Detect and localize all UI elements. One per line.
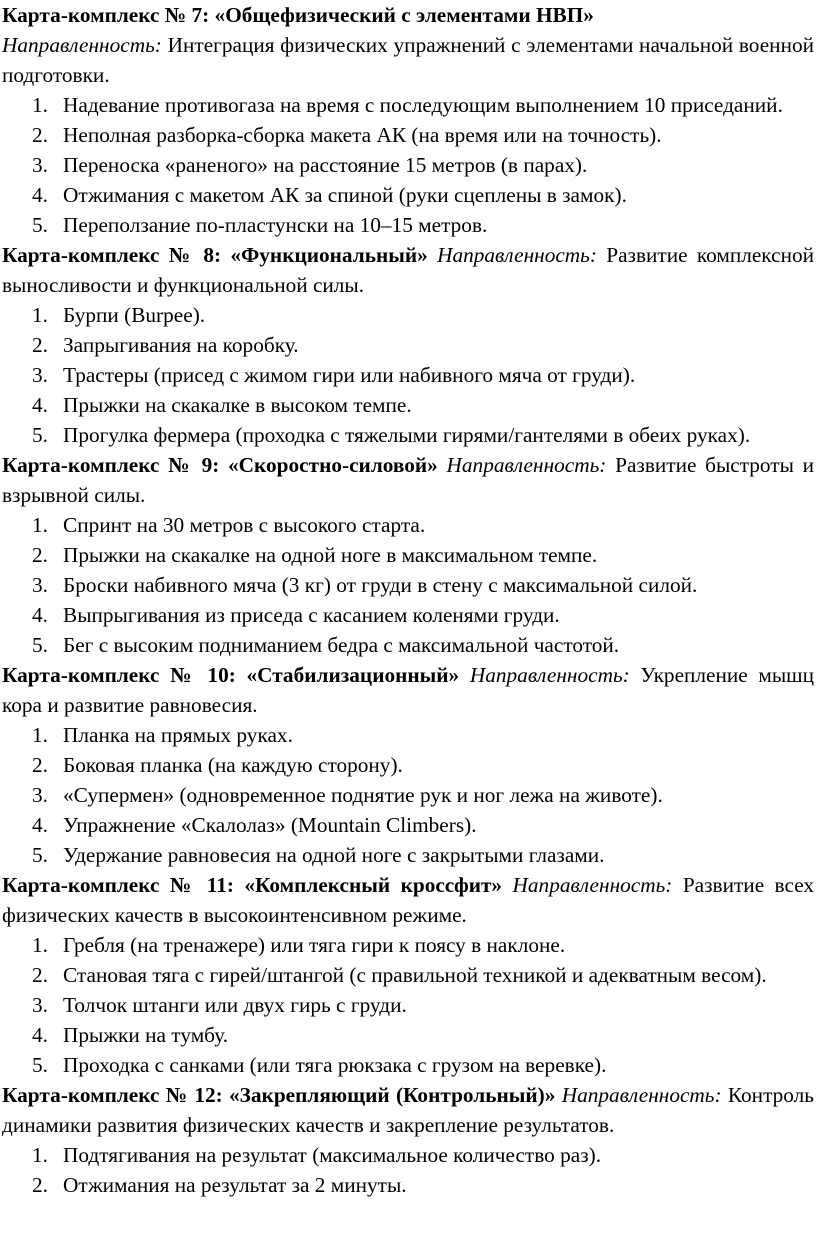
list-item xyxy=(2,180,814,210)
item-text: Прыжки на скакалке на одной ноге в максимальном темпе. xyxy=(63,543,598,567)
list-item xyxy=(2,720,814,750)
direction-label: Направленность: xyxy=(469,663,630,687)
complex-heading xyxy=(2,240,814,300)
list-item xyxy=(2,990,814,1020)
complex-heading xyxy=(2,870,814,930)
list-item xyxy=(2,150,814,180)
item-text: Становая тяга с гирей/штангой (с правильной техникой и адекватным весом). xyxy=(63,963,767,987)
list-item xyxy=(2,210,814,240)
list-item xyxy=(2,780,814,810)
list-item xyxy=(2,630,814,660)
complex-title: Карта-комплекс № 9: «Скоростно-силовой» xyxy=(2,453,438,477)
direction-label: Направленность: xyxy=(561,1083,722,1107)
list-item xyxy=(2,390,814,420)
item-text: Толчок штанги или двух гирь с груди. xyxy=(63,993,407,1017)
exercise-list xyxy=(2,720,814,870)
item-text: Надевание противогаза на время с последующим выполнением 10 приседаний. xyxy=(63,93,783,117)
complex-heading xyxy=(2,450,814,510)
item-number: 2. xyxy=(32,963,48,987)
complex-title: Карта-комплекс № 12: «Закрепляющий (Контрольный)» xyxy=(2,1083,556,1107)
list-item xyxy=(2,1050,814,1080)
item-text: Неполная разборка-сборка макета АК (на время или на точность). xyxy=(63,123,662,147)
item-number: 3. xyxy=(32,573,48,597)
complex-card-9 xyxy=(2,450,814,660)
item-text: Спринт на 30 метров с высокого старта. xyxy=(63,513,426,537)
item-text: Выпрыгивания из приседа с касанием коленями груди. xyxy=(63,603,560,627)
list-item xyxy=(2,600,814,630)
list-item xyxy=(2,1140,814,1170)
item-text: Запрыгивания на коробку. xyxy=(63,333,299,357)
complex-card-7 xyxy=(2,0,814,240)
item-text: Планка на прямых руках. xyxy=(63,723,293,747)
item-number: 5. xyxy=(32,843,48,867)
item-number: 1. xyxy=(32,723,48,747)
list-item xyxy=(2,510,814,540)
item-number: 4. xyxy=(32,1023,48,1047)
list-item xyxy=(2,840,814,870)
item-text: «Супермен» (одновременное поднятие рук и ног лежа на животе). xyxy=(63,783,663,807)
direction-label: Направленность: xyxy=(437,243,597,267)
item-text: Боковая планка (на каждую сторону). xyxy=(63,753,403,777)
item-number: 1. xyxy=(32,303,48,327)
list-item xyxy=(2,570,814,600)
item-text: Проходка с санками (или тяга рюкзака с грузом на веревке). xyxy=(63,1053,607,1077)
item-number: 3. xyxy=(32,153,48,177)
list-item xyxy=(2,750,814,780)
exercise-list xyxy=(2,930,814,1080)
item-text: Упражнение «Скалолаз» (Mountain Climbers). xyxy=(63,813,477,837)
direction-text: Развитие быстроты и взрывной силы. xyxy=(2,453,815,507)
list-item xyxy=(2,810,814,840)
item-text: Броски набивного мяча (3 кг) от груди в стену с максимальной силой. xyxy=(63,573,698,597)
item-text: Переноска «раненого» на расстояние 15 метров (в парах). xyxy=(63,153,588,177)
list-item xyxy=(2,90,814,120)
item-number: 2. xyxy=(32,123,48,147)
item-number: 1. xyxy=(32,933,48,957)
complex-title: Карта-комплекс № 8: «Функциональный» xyxy=(2,243,428,267)
direction-text: Контроль динамики развития физических качеств и закрепление результатов. xyxy=(2,1083,815,1137)
item-text: Гребля (на тренажере) или тяга гири к поясу в наклоне. xyxy=(63,933,566,957)
item-text: Бег с высоким подниманием бедра с максимальной частотой. xyxy=(63,633,620,657)
complex-heading xyxy=(2,660,814,720)
list-item xyxy=(2,300,814,330)
item-number: 2. xyxy=(32,1173,48,1197)
item-number: 3. xyxy=(32,363,48,387)
list-item xyxy=(2,120,814,150)
item-text: Удержание равновесия на одной ноге с закрытыми глазами. xyxy=(63,843,605,867)
item-text: Прогулка фермера (проходка с тяжелыми гирями/гантелями в обеих руках). xyxy=(63,423,751,447)
list-item xyxy=(2,1020,814,1050)
complex-card-11 xyxy=(2,870,814,1080)
direction-label: Направленность: xyxy=(512,873,673,897)
item-number: 1. xyxy=(32,513,48,537)
direction-text: Развитие всех физических качеств в высокоинтенсивном режиме. xyxy=(2,873,815,927)
complex-heading xyxy=(2,0,814,90)
direction-label: Направленность: xyxy=(446,453,607,477)
item-number: 4. xyxy=(32,393,48,417)
direction-text: Интеграция физических упражнений с элементами начальной военной подготовки. xyxy=(2,33,815,87)
item-text: Прыжки на скакалке в высоком темпе. xyxy=(63,393,412,417)
item-text: Отжимания с макетом АК за спиной (руки сцеплены в замок). xyxy=(63,183,627,207)
list-item xyxy=(2,360,814,390)
item-text: Прыжки на тумбу. xyxy=(63,1023,229,1047)
direction-label: Направленность: xyxy=(2,33,162,57)
item-text: Подтягивания на результат (максимальное количество раз). xyxy=(63,1143,602,1167)
item-number: 5. xyxy=(32,633,48,657)
item-number: 2. xyxy=(32,543,48,567)
list-item xyxy=(2,540,814,570)
item-number: 4. xyxy=(32,183,48,207)
item-text: Трастеры (присед с жимом гири или набивного мяча от груди). xyxy=(63,363,636,387)
complex-title: Карта-комплекс № 7: «Общефизический с элементами НВП» xyxy=(2,3,594,27)
exercise-list xyxy=(2,90,814,240)
list-item xyxy=(2,330,814,360)
item-number: 3. xyxy=(32,993,48,1017)
list-item xyxy=(2,1170,814,1200)
list-item xyxy=(2,930,814,960)
item-number: 4. xyxy=(32,603,48,627)
direction-text: Укрепление мышц кора и развитие равновесия. xyxy=(2,663,814,717)
item-text: Отжимания на результат за 2 минуты. xyxy=(63,1173,407,1197)
exercise-list xyxy=(2,1140,814,1200)
item-number: 2. xyxy=(32,333,48,357)
complex-card-8 xyxy=(2,240,814,450)
list-item xyxy=(2,960,814,990)
item-number: 4. xyxy=(32,813,48,837)
item-text: Бурпи (Burpee). xyxy=(63,303,206,327)
item-number: 1. xyxy=(32,93,48,117)
item-number: 3. xyxy=(32,783,48,807)
item-number: 5. xyxy=(32,213,48,237)
item-text: Переползание по-пластунски на 10–15 метров. xyxy=(63,213,488,237)
item-number: 2. xyxy=(32,753,48,777)
exercise-list xyxy=(2,300,814,450)
exercise-list xyxy=(2,510,814,660)
list-item xyxy=(2,420,814,450)
complex-card-12 xyxy=(2,1080,814,1200)
item-number: 5. xyxy=(32,423,48,447)
item-number: 5. xyxy=(32,1053,48,1077)
complex-title: Карта-комплекс № 10: «Стабилизационный» xyxy=(2,663,460,687)
complex-title: Карта-комплекс № 11: «Комплексный кроссфит» xyxy=(2,873,503,897)
complex-card-10 xyxy=(2,660,814,870)
direction-text: Развитие комплексной выносливости и функциональной силы. xyxy=(2,243,815,297)
complex-heading xyxy=(2,1080,814,1140)
item-number: 1. xyxy=(32,1143,48,1167)
